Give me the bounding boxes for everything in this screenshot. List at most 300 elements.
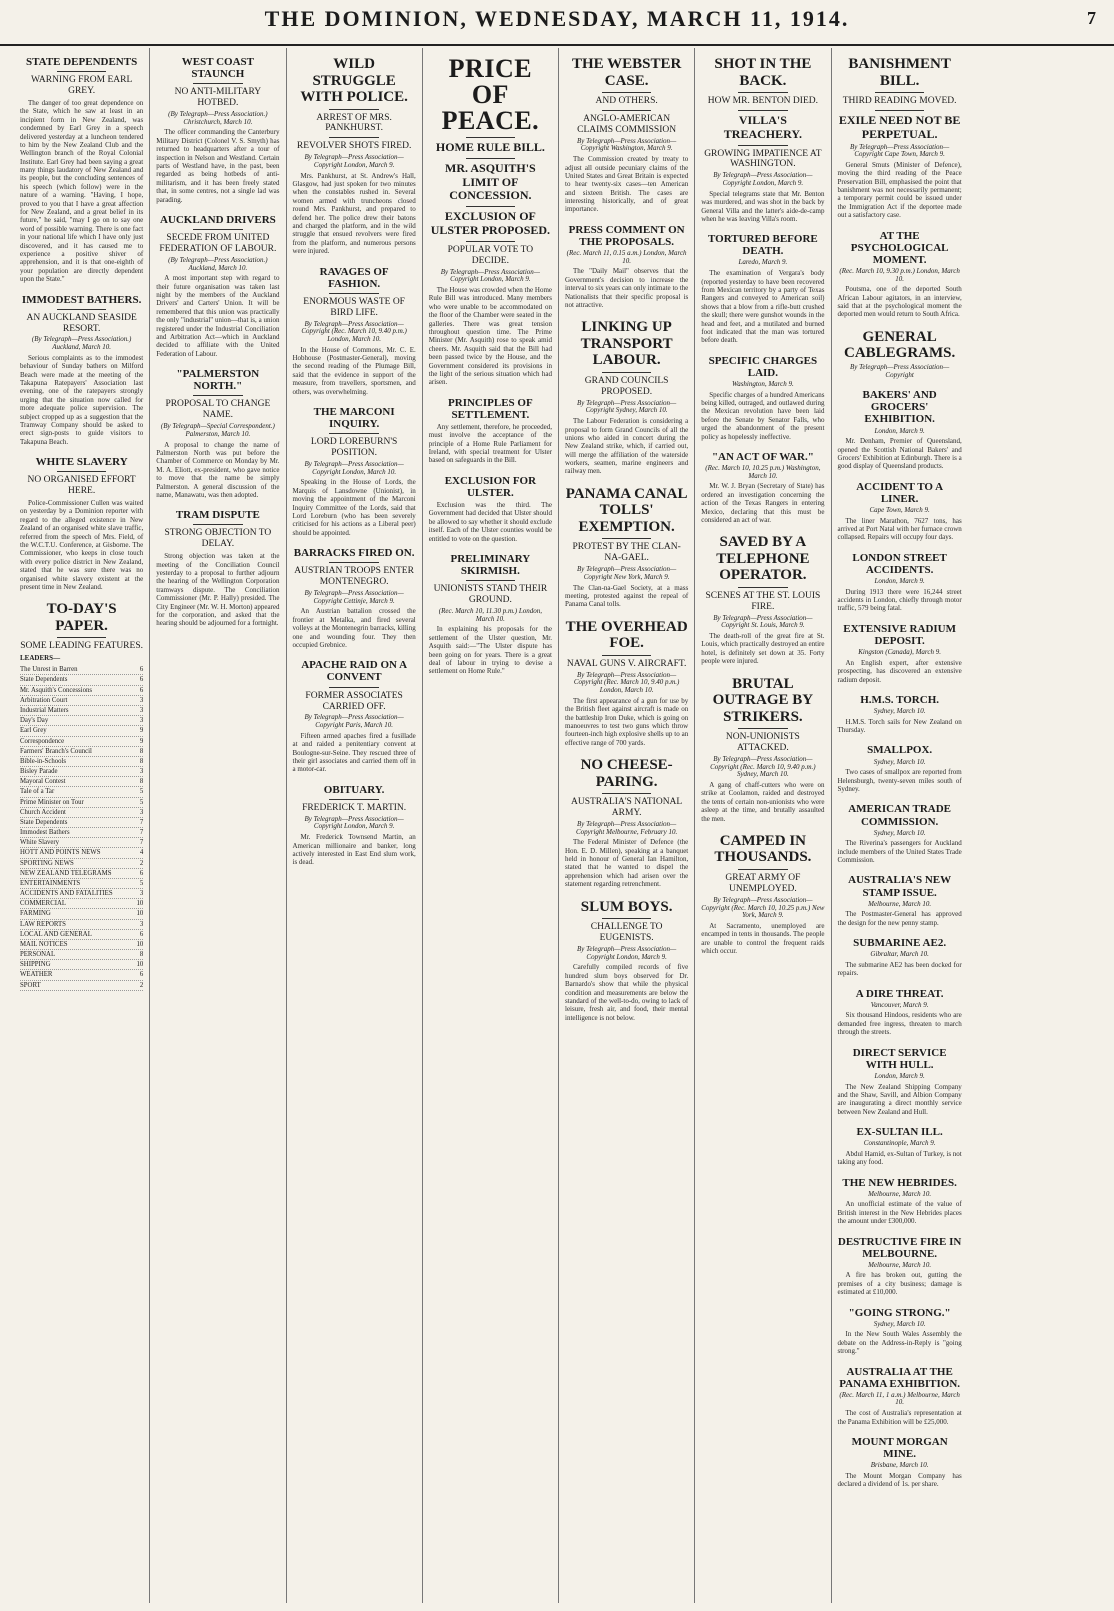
index-item: Farmers' Branch's Council [20, 747, 92, 755]
article-subheadline: PROTEST BY THE CLAN-NA-GAEL. [572, 542, 681, 564]
index-entry [20, 747, 143, 757]
article-dateline: Laredo, March 9. [738, 258, 788, 267]
headline-rule [329, 562, 378, 563]
article-subheadline: AND OTHERS. [595, 96, 658, 106]
headline-rule [738, 145, 787, 146]
article [838, 803, 962, 864]
article [565, 757, 688, 889]
headline-rule [738, 587, 787, 588]
article-dateline: (Rec. March 10, 9.30 p.m.) London, March 10. [839, 266, 960, 283]
article-dateline: By Telegraph—Press Association—Copyright London, March 10. [304, 460, 404, 476]
index-entry [20, 798, 143, 808]
article-subheadline: POPULAR VOTE TO DECIDE. [447, 244, 534, 266]
index-page: 2 [139, 859, 144, 867]
article-body: During 1913 there were 16,244 street accidents in London, chiefly through motor traffic, 579 being fatal. [837, 587, 962, 613]
article-subheadline: SECEDE FROM UNITED FEDERATION OF LABOUR. [159, 233, 277, 254]
article-dateline: Melbourne, March 10. [868, 1189, 932, 1198]
headline-rule [602, 793, 651, 794]
column [559, 48, 695, 1603]
article-dateline: By Telegraph—Press Association—Copyright Paris, March 10. [304, 713, 404, 730]
page-number: 7 [1087, 8, 1096, 28]
headline-rule [57, 71, 106, 72]
article [838, 988, 962, 1037]
article [293, 406, 416, 537]
article-body: A most important step with regard to their future organisation was taken last night by the members of the Auckland Drivers' and Carters' Union. It will be remembered that this union was practically the only "industrial" union—that is, a union registered under the Industrial Conciliation and Arbitration Act—which in Auckland decided to affiliate with the United Federation of Labour. [156, 274, 280, 358]
article [701, 676, 824, 823]
index-entry [20, 828, 143, 838]
headline-rule [466, 137, 515, 138]
article-headline: SPECIFIC CHARGES LAID. [708, 354, 818, 379]
index-item: White Slavery [20, 839, 60, 847]
article-headline: NO CHEESE-PARING. [580, 757, 673, 790]
article-body: Abdul Hamid, ex-Sultan of Turkey, is not taking any food. [837, 1149, 962, 1167]
article-headline: "GOING STRONG." [848, 1306, 951, 1319]
article [429, 56, 552, 387]
article-headline: DIRECT SERVICE WITH HULL. [852, 1046, 947, 1071]
index-page: 3 [139, 696, 144, 704]
index-item: Earl Grey [20, 727, 47, 735]
article-dateline: Vancouver, March 9. [870, 1000, 929, 1009]
article-body: The Clan-na-Gael Society, at a mass meeting, protested against the repeal of Panama Canal tolls. [565, 583, 689, 609]
article [838, 1126, 962, 1167]
article-dateline: (Rec. March 11, 1 a.m.) Melbourne, March 10. [839, 1390, 960, 1407]
article-dateline: Sydney, March 10. [873, 706, 926, 715]
article [838, 874, 962, 927]
index-item: Bible-in-Schools [20, 757, 67, 765]
article-headline: THE WEBSTER CASE. [571, 56, 682, 89]
article-body: The Labour Federation is considering a proposal to form Grand Councils of all the unions who aided in concert during the New Zealand strike, which, if carried out, will merge the affiliation of the waterside workers, seamen, marine engineers and railway men. [565, 417, 689, 476]
headline-rule [57, 637, 106, 638]
article-dateline: Kingston (Canada), March 9. [858, 648, 942, 657]
article-subheadline: EXCLUSION OF ULSTER PROPOSED. [430, 209, 551, 237]
article-body: The Riverina's passengers for Auckland include members of the United States Trade Commission. [837, 839, 962, 865]
headline-rule [57, 309, 106, 310]
index-entry [20, 818, 143, 828]
article-dateline: Washington, March 9. [732, 379, 794, 388]
article-body: Mr. Denham, Premier of Queensland, opened the Scottish National Bakers' and Grocers' Exhibition at Edinburgh. There is a good display of Queensland products. [837, 437, 962, 471]
article-headline: PRESS COMMENT ON THE PROPOSALS. [568, 223, 685, 248]
article-subheadline: HOME RULE BILL. [435, 140, 545, 154]
headline-rule [602, 92, 651, 93]
article-headline: EX-SULTAN ILL. [856, 1126, 943, 1139]
headline-rule [193, 395, 242, 396]
article-headline: WILD STRUGGLE WITH POLICE. [300, 56, 408, 105]
article-body: The "Daily Mail" observes that the Government's decision to increase the interval to six years can only intimate to the Nationalists that their specific proposal is not attractive. [565, 267, 689, 309]
article-dateline: Sydney, March 10. [873, 828, 926, 837]
index-page: 6 [139, 666, 144, 674]
index-entry [20, 869, 143, 879]
article [838, 481, 962, 542]
index-page: 9 [139, 727, 144, 735]
article [565, 56, 688, 214]
article-headline: SAVED BY A TELEPHONE OPERATOR. [716, 534, 810, 584]
article-dateline: By Telegraph—Press Association—Copyright (Rec. March 10, 9.40 p.m.) London, March 10. [301, 319, 407, 343]
index-item: Mr. Asquith's Concessions [20, 686, 93, 694]
index-page: 10 [136, 910, 144, 918]
article [838, 1236, 962, 1297]
index-page: 6 [139, 686, 144, 694]
article [701, 833, 824, 955]
index-item: Correspondence [20, 737, 65, 745]
article-headline: WHITE SLAVERY [35, 456, 128, 469]
article-subheadline: AUSTRALIA'S NATIONAL ARMY. [571, 797, 683, 818]
article-headline: RAVAGES OF FASHION. [319, 265, 389, 290]
article-headline: H.M.S. TORCH. [860, 693, 939, 706]
index-page: 6 [139, 971, 144, 979]
index-page: 10 [136, 940, 144, 948]
index-item: State Dependents [20, 818, 68, 826]
index-item: Immodest Bathers [20, 829, 70, 837]
article-body: An Austrian battalion crossed the frontier at Metalka, and fired several volleys at the Montenegrin barracks, killing one and wounding four. They then occupied Grebnice. [292, 607, 416, 649]
article-dateline: (By Telegraph—Special Correspondent.) Palmerston, March 10. [160, 422, 275, 438]
article [701, 451, 824, 524]
article-subheadline: GROWING IMPATIENCE AT WASHINGTON. [704, 148, 822, 170]
article-subheadline: AUSTRIAN TROOPS ENTER MONTENEGRO. [294, 566, 414, 588]
index-page: 4 [139, 849, 144, 857]
article-headline: AUSTRALIA AT THE PANAMA EXHIBITION. [839, 1365, 961, 1390]
index-item: Day's Day [20, 717, 49, 725]
article [565, 899, 688, 1022]
index-entry [20, 767, 143, 777]
headline-rule [602, 655, 651, 656]
article-body: The examination of Vergara's body (reported yesterday to have been recovered from Mexican territory by a party of Texas Rangers and conveyed to American soil) shows that a blow from a rifle-butt crushed the skull; there were gunshot wounds in the head and feet, and a mutilated and burned foot indicated that the man was tortured before death. [701, 269, 825, 345]
headline-rule [466, 580, 515, 581]
headline-rule [602, 110, 651, 111]
article-body: The officer commanding the Canterbury Military District (Colonel V. S. Smyth) has returned to headquarters after a tour of inspection in Nelson and Westland. Certain parts of Westland have, in the past, been regarded as being hotbeds of anti-militarism, and it has been freely stated that, in some centres, not a single lad was parading. [156, 128, 280, 204]
article-dateline: Cape Town, March 9. [869, 505, 930, 514]
index-page: 6 [139, 869, 144, 877]
index-page: 7 [139, 839, 144, 847]
article-dateline: London, March 9. [874, 426, 925, 435]
article [293, 266, 416, 396]
article-headline: GENERAL CABLEGRAMS. [843, 328, 956, 362]
article [565, 619, 688, 747]
article [156, 509, 279, 627]
index-entry [20, 777, 143, 787]
index-entry [20, 696, 143, 706]
article-headline: A DIRE THREAT. [855, 987, 944, 1000]
article-headline: "PALMERSTON NORTH." [176, 368, 260, 393]
column [832, 48, 968, 1603]
index-item: NEW ZEALAND TELEGRAMS [20, 869, 112, 877]
article-subheadline: NO ORGANISED EFFORT HERE. [27, 475, 136, 497]
article-dateline: By Telegraph—Press Association—Copyright London, March 9. [304, 814, 404, 831]
index-item: Industrial Matters [20, 706, 69, 714]
article [156, 368, 279, 499]
column [423, 48, 559, 1603]
headline-rule [738, 110, 787, 111]
article-dateline: By Telegraph—Press Association—Copyright Melbourne, February 10. [575, 819, 678, 836]
index-page: 3 [139, 920, 144, 928]
index-entry [20, 808, 143, 818]
article-dateline: Brisbane, March 10. [870, 1461, 929, 1470]
article-body: In the New South Wales Assembly the debate on the Address-in-Reply is "going strong." [837, 1330, 962, 1356]
article-dateline: Sydney, March 10. [873, 757, 926, 766]
article-subheadline: NAVAL GUNS V. AIRCRAFT. [566, 658, 687, 669]
article-body: The New Zealand Shipping Company and the Shaw, Savill, and Albion Company are inaugurating a direct monthly service between New Zealand and Hull. [837, 1082, 962, 1116]
article-body: A fire has broken out, gutting the premises of a city business; damage is estimated at £10,000. [837, 1271, 962, 1297]
column-container [14, 48, 1104, 1603]
index-entry [20, 859, 143, 869]
column [695, 48, 831, 1603]
headline-rule [602, 538, 651, 539]
article-body: Mrs. Pankhurst, at St. Andrew's Hall, Glasgow, had just spoken for two minutes when the constables rushed in. Several women armed with truncheons closed round Mrs. Pankhurst, and prepared to defend her. The police drew their batons and charged the platform, and in the wild struggle that ensued revolvers were fired from the platform, and numerous persons were injured. [292, 171, 416, 256]
index-item: PERSONAL [20, 951, 56, 959]
article-dateline: London, March 9. [874, 576, 925, 585]
headline-rule [329, 293, 378, 294]
index-entry [20, 726, 143, 736]
index-item: SPORTING NEWS [20, 859, 74, 867]
article-subheadline: VILLA'S TREACHERY. [723, 112, 802, 141]
index-entry [20, 665, 143, 675]
index-heading: LEADERS— [20, 654, 61, 663]
article [701, 534, 824, 665]
article-subheadline: LORD LOREBURN'S POSITION. [310, 437, 398, 459]
article-headline: SHOT IN THE BACK. [714, 56, 812, 89]
article [838, 1047, 962, 1116]
headline-rule [738, 92, 787, 93]
article-headline: BARRACKS FIRED ON. [293, 547, 415, 560]
article-dateline: By Telegraph—Press Association—Copyright Sydney, March 10. [576, 398, 677, 415]
headline-rule [466, 241, 515, 242]
article-headline: MOUNT MORGAN MINE. [851, 1435, 948, 1461]
article-headline: LINKING UP TRANSPORT LABOUR. [580, 319, 673, 369]
index-item: State Dependents [20, 676, 68, 684]
index-page: 10 [136, 961, 144, 969]
article-headline: THE MARCONI INQUIRY. [313, 405, 395, 431]
article-headline: PRINCIPLES OF SETTLEMENT. [448, 396, 533, 421]
article-subheadline: ARREST OF MRS. PANKHURST. [316, 112, 392, 134]
article-body: The liner Marathon, 7627 tons, has arrived at Port Natal with her furnace crown collapsed. Repairs will occupy four days. [837, 516, 962, 542]
article [838, 744, 962, 793]
headline-rule [329, 687, 378, 688]
article-headline: THE OVERHEAD FOE. [565, 618, 688, 652]
article-dateline: (Rec. March 10, 11.30 p.m.) London, March 10. [438, 607, 542, 623]
headline-rule [329, 109, 378, 110]
headline-rule [602, 918, 651, 919]
index-item: COMMERCIAL [20, 900, 67, 908]
index-page: 10 [136, 900, 144, 908]
article [20, 56, 143, 284]
article-headline: PRELIMINARY SKIRMISH. [450, 552, 531, 578]
index-entry [20, 838, 143, 848]
article-body: Mr. W. J. Bryan (Secretary of State) has ordered an investigation concerning the action of the Texas Rangers in entering Mexico, declaring that this must be considered an act of war. [701, 482, 825, 524]
article [20, 601, 143, 990]
article-headline: LONDON STREET ACCIDENTS. [852, 551, 947, 576]
article [838, 552, 962, 613]
index-entry [20, 981, 143, 991]
article-dateline: By Telegraph—Press Association—Copyright (Rec. March 10, 9.40 p.m.) Sydney, March 10. [710, 754, 816, 779]
article-body: Specific charges of a hundred Americans being killed, outraged, and outlawed during the Mexican revolution have been laid before the Senate by Senator Falls, who urged the abandonment of the present policy as hopelessly ineffective. [701, 390, 825, 441]
article-body: A gang of chaff-cutters who were on strike at Coolamon, raided and destroyed the tents of certain non-unionists who were asleep at the time, and brutally assaulted the men. [701, 781, 825, 823]
index-page: 8 [139, 747, 144, 755]
article-headline: SUBMARINE AE2. [853, 937, 947, 950]
article-body: In explaining his proposals for the settlement of the Ulster question, Mr. Asquith said:—"The Ulster dispute has been going on for years. There is a great deal of labour in trying to devise a settlement on Home Rule." [428, 625, 552, 676]
article-subheadline: NON-UNIONISTS ATTACKED. [725, 732, 800, 754]
index-item: ENTERTAINMENTS [20, 879, 81, 887]
article-subheadline: WARNING FROM EARL GREY. [30, 75, 133, 97]
article-dateline: By Telegraph—Press Association—Copyright New York, March 9. [576, 565, 677, 581]
column [150, 48, 286, 1603]
index-entry [20, 757, 143, 767]
article-headline: STATE DEPENDENTS [26, 56, 138, 68]
article-headline: AUCKLAND DRIVERS [159, 213, 276, 226]
column [14, 48, 150, 1603]
article [838, 694, 962, 735]
article [838, 937, 962, 978]
article-body: The Postmaster-General has approved the design for the new penny stamp. [837, 910, 962, 927]
index-entry [20, 899, 143, 909]
article [701, 233, 824, 344]
article-body: Carefully compiled records of five hundred slum boys observed for Dr. Barnardo's show that while the physical condition and measurements are below the standard of the well-to-do, owing to lack of leisure, fresh air, and food, their mental intelligence is not below. [565, 963, 689, 1022]
article-body: Serious complaints as to the immodest behaviour of Sunday bathers on Milford Beach were made at the meeting of the Takapuna Ratepayers' Association last evening, one of the ratepayers strongly urging that the situation now called for more adequate police supervision. The subject cropped up as a suggestion that the Tramway Company should be asked to erect sign-posts to guide visitors to Takapuna Beach. [20, 353, 144, 446]
article-body: Exclusion was the third. The Government had decided that Ulster should be allowed to say whether it should exclude itself. Each of the Ulster counties would be entitled to vote on the question. [428, 501, 552, 543]
article-headline: PRICE OF PEACE. [441, 54, 540, 135]
headline-rule [466, 206, 515, 207]
article-subheadline: HOW MR. BENTON DIED. [707, 96, 818, 106]
article [838, 389, 962, 471]
article-subheadline: FREDERICK T. MARTIN. [302, 802, 407, 813]
article-body: The Mount Morgan Company has declared a dividend of 1s. per share. [837, 1471, 962, 1489]
article-headline: PANAMA CANAL TOLLS' EXEMPTION. [565, 485, 688, 535]
article-subheadline: EXILE NEED NOT BE PERPETUAL. [838, 112, 961, 141]
index-item: Mayoral Contest [20, 778, 66, 786]
article-dateline: By Telegraph—Press Association—Copyright Washington, March 9. [576, 136, 677, 153]
index-page: 8 [139, 778, 144, 786]
headline-rule [329, 799, 378, 800]
headline-rule [738, 869, 787, 870]
article-body: At Sacramento, unemployed are encamped in tents in thousands. The people are unable to control the frequent raids which occur. [701, 921, 825, 956]
index-item: HOTT AND POINTS NEWS [20, 849, 101, 857]
index-item: FARMING [20, 910, 51, 918]
article-subheadline: STRONG OBJECTION TO DELAY. [164, 528, 272, 550]
article-body: The death-roll of the great fire at St. Louis, which practically destroyed an entire hotel, is definitely set down at 35. Forty people were injured. [701, 632, 825, 666]
index-page: 7 [139, 829, 144, 837]
article-subheadline: ENORMOUS WASTE OF BIRD LIFE. [303, 296, 405, 318]
article-dateline: By Telegraph—Press Association—Copyright London, March 9. [576, 944, 677, 961]
index-page: 5 [139, 788, 144, 796]
index-page: 6 [139, 930, 144, 938]
article-headline: DESTRUCTIVE FIRE IN MELBOURNE. [837, 1235, 962, 1260]
article [156, 56, 279, 204]
article-body: The Federal Minister of Defence (the Hon. E. D. Millen), speaking at a banquet held in honour of General Ian Hamilton, stated that he wanted to dispel the apprehension which had arisen over the statement regarding retrenchment. [565, 838, 689, 889]
article-headline: BRUTAL OUTRAGE BY STRIKERS. [712, 675, 814, 725]
article-headline: TRAM DISPUTE [175, 509, 260, 522]
index-entry [20, 920, 143, 930]
article-subheadline: ANGLO-AMERICAN CLAIMS COMMISSION [577, 113, 677, 135]
article [838, 56, 962, 220]
article-headline: ACCIDENT TO A LINER. [856, 480, 944, 505]
index-page: 9 [139, 737, 144, 745]
index-entry [20, 716, 143, 726]
masthead [0, 0, 1114, 46]
index-item: Arbitration Court [20, 696, 68, 704]
article-dateline: Sydney, March 10. [873, 1319, 926, 1328]
article-headline: IMMODEST BATHERS. [21, 293, 142, 306]
column [287, 48, 423, 1603]
article [429, 397, 552, 465]
index-page: 2 [139, 981, 144, 989]
article-subheadline: PROPOSAL TO CHANGE NAME. [165, 399, 271, 421]
article-headline: TO-DAY'S PAPER. [46, 601, 117, 634]
article [838, 1177, 962, 1226]
article [838, 1366, 962, 1426]
article-body: The Commission created by treaty to adjust all outside pecuniary claims of the United States and Great Britain is expected to hear twenty-six cases—ten American and sixteen British. The cases are interesting historically, and of great importance. [565, 155, 689, 214]
article-body: Any settlement, therefore, he proceeded, must involve the acceptance of the principle of a Home Rule Parliament for Ireland, with special treatment for Ulster based on safeguards in the Bill. [428, 422, 552, 465]
index-page: 3 [139, 890, 144, 898]
index-page: 3 [139, 808, 144, 816]
article-body: Special telegrams state that Mr. Benton was murdered, and was shot in the back by General Villa and the latter's aide-de-camp when he was leaving Villa's room. [701, 189, 825, 223]
headline-rule [466, 158, 515, 159]
article-subheadline: UNIONISTS STAND THEIR GROUND. [433, 584, 548, 606]
index-item: WEATHER [20, 971, 53, 979]
article-subheadline: SCENES AT THE ST. LOUIS FIRE. [705, 590, 821, 612]
article [838, 329, 962, 379]
article-dateline: (Rec. March 11, 0.15 a.m.) London, March 10. [566, 249, 687, 265]
index-entry [20, 686, 143, 696]
index-page: 3 [139, 768, 144, 776]
article [838, 1436, 962, 1489]
article-body: The House was crowded when the Home Rule Bill was introduced. Many members who were unable to be accommodated on the floor of the Chamber were seated in the galleries. There was great tension throughout question time. The Prime Minister (Mr. Asquith) rose to speak amid cheers. Mr. Asquith said that the Bill had been passed twice by the House, and the Government considered its provisions in the light of the serious situation which had arisen. [428, 286, 552, 387]
article-headline: WEST COAST STAUNCH [181, 56, 254, 81]
index-entry [20, 970, 143, 980]
index-page: 6 [139, 676, 144, 684]
index-item: Bisley Parade [20, 768, 58, 776]
index-entry [20, 950, 143, 960]
article-subheadline: SOME LEADING FEATURES. [20, 641, 143, 652]
article [565, 319, 688, 475]
headline-rule [329, 433, 378, 434]
article-headline: AUSTRALIA'S NEW STAMP ISSUE. [848, 874, 952, 899]
article-dateline: By Telegraph—Press Association—Copyright (Rec. March 10, 10.25 p.m.) New York, March 9. [701, 895, 825, 920]
headline-rule [193, 83, 242, 84]
index-entry [20, 737, 143, 747]
article-headline: AMERICAN TRADE COMMISSION. [848, 803, 952, 828]
index-page: 8 [139, 757, 144, 765]
article-subheadline: THIRD READING MOVED. [842, 96, 957, 106]
index-item: The Unrest in Barren [20, 666, 78, 674]
article-dateline: By Telegraph—Press Association—Copyright London, March 9. [713, 171, 813, 188]
article [838, 1307, 962, 1356]
article-subheadline: GREAT ARMY OF UNEMPLOYED. [725, 872, 801, 894]
index-entry [20, 930, 143, 940]
index-entry [20, 940, 143, 950]
headline-rule [602, 372, 651, 373]
index-page: 8 [139, 951, 144, 959]
article [293, 547, 416, 649]
article-subheadline: NO ANTI-MILITARY HOTBED. [174, 87, 262, 109]
article-body: An English expert, after extensive prospecting, has discovered an extensive radium deposit. [837, 658, 962, 684]
article [156, 214, 279, 358]
index-entry [20, 787, 143, 797]
article-body: Mr. Frederick Townsend Martin, an American millionaire and banker, long actively interested in East End slum work, is dead. [292, 833, 416, 867]
article-body: Fifteen armed apaches fired a fusillade at and raided a penitentiary convent at Boulogne-sur-Seine. They rescued three of their girl associates and carried them off in a motor-car. [292, 731, 416, 774]
index-page: 3 [139, 706, 144, 714]
article-body: Two cases of smallpox are reported from Helensburgh, twenty-seven miles south of Sydney. [837, 768, 962, 794]
index-entry [20, 706, 143, 716]
index-item: LAW REPORTS [20, 920, 66, 928]
headline-rule [329, 137, 378, 138]
article-dateline: (By Telegraph—Press Association.) Auckland, March 10. [31, 335, 132, 352]
article-headline: TORTURED BEFORE DEATH. [708, 233, 818, 258]
contents-index [20, 665, 143, 991]
index-page: 5 [139, 798, 144, 806]
index-item: Prime Minister on Tour [20, 798, 84, 806]
article-body: Police-Commissioner Cullen was waited on yesterday by a Dominion reporter with regard to the alleged existence in New Zealand of an organised white slave traffic, referred from the speech of Mrs. Field, of the W.C.T.U. Conference, at Gisborne. The Commissioner, who keeps in close touch with every police district in New Zealand, stated that he was sure there was no organised white slavery existent at the present time in New Zealand. [20, 499, 144, 591]
index-item: Church Accident [20, 808, 66, 816]
article-headline: EXCLUSION FOR ULSTER. [444, 474, 537, 499]
article-body: Strong objection was taken at the meeting of the Conciliation Council yesterday to a proposal to further adjourn the hearing of the Wellington Corporation tramways dispute. The Conciliation Commissioner (Mr. P. Hally) presided. The City Engineer (Mr. W. H. Morton) appeared for the corporation, and asked that the hearing should be adjourned for a fortnight. [156, 552, 280, 628]
